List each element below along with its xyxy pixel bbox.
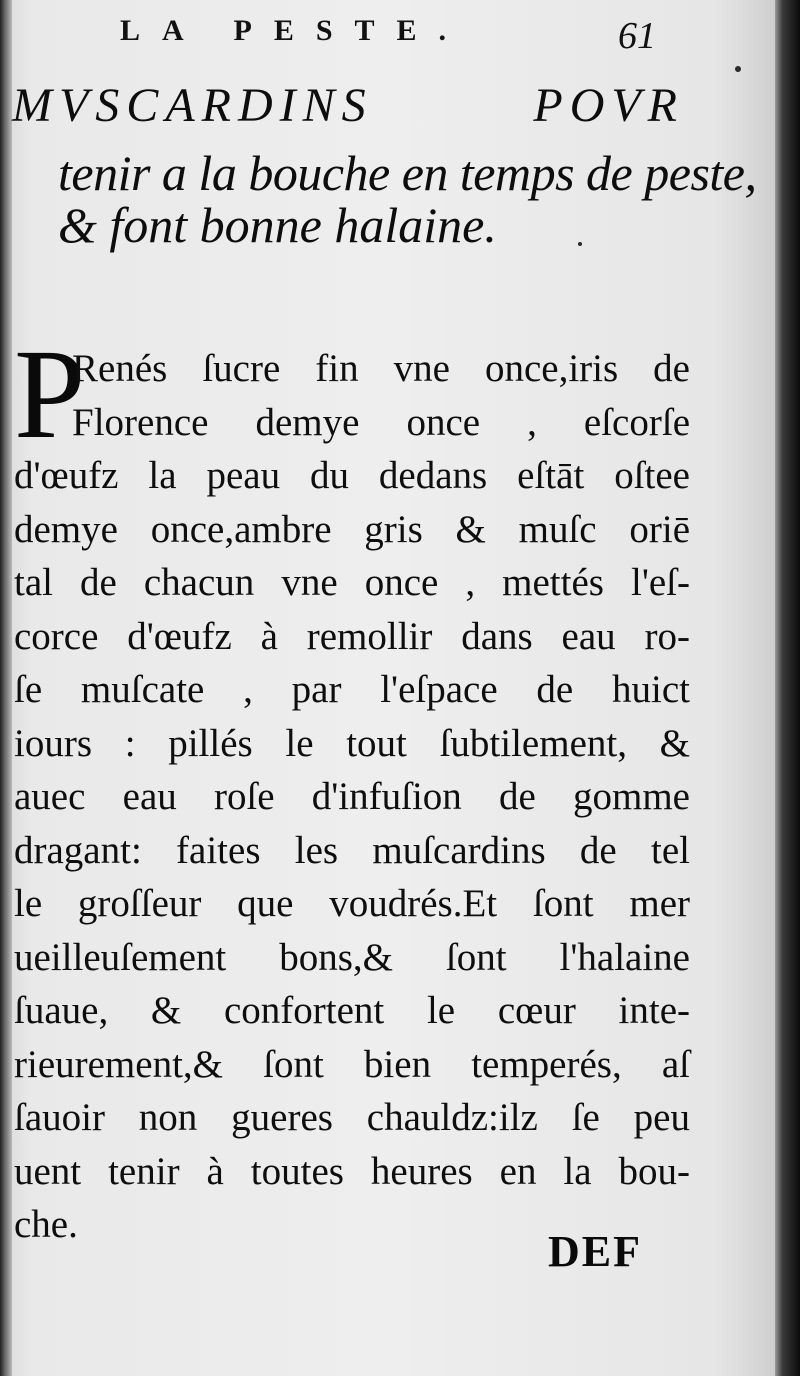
body-line: ſauoir non gueres chauldz:ilz ſe peu <box>14 1096 690 1139</box>
body-line: ueilleuſement bons,& ſont l'halaine <box>14 935 690 979</box>
body-line: ſe muſcate , par l'eſpace de huict <box>14 668 690 711</box>
page-gutter-shadow <box>0 0 12 1376</box>
running-head: LA PESTE. <box>120 14 469 47</box>
recipe-body-text <box>14 342 690 1252</box>
body-line: dragant: faites les muſcardins de tel <box>14 828 690 872</box>
body-line: che. <box>14 1203 78 1246</box>
page-number: 61 <box>618 15 656 57</box>
recipe-title-word-pour: POVR <box>533 79 684 132</box>
body-line: le groſſeur que voudrés.Et ſont mer <box>14 882 690 925</box>
ink-speck <box>735 66 741 72</box>
recipe-title-line-2: tenir a la bouche en temps de peste, <box>58 145 757 201</box>
recipe-title-line-3: & font bonne halaine. <box>58 197 497 253</box>
body-line: iours : pillés le tout ſubtilement, & <box>14 721 690 765</box>
drop-cap-initial: P <box>14 323 86 465</box>
body-line: ſuaue, & confortent le cœur inte- <box>14 989 690 1032</box>
body-line: demye once,ambre gris & muſc oriē <box>14 507 690 551</box>
body-line: Florence demye once , eſcorſe <box>72 400 690 444</box>
body-line: Renés ſucre fin vne once,iris de <box>72 347 690 390</box>
body-line: tal de chacun vne once , mettés l'eſ- <box>14 561 690 604</box>
page-edge-shadow <box>775 0 800 1376</box>
body-line: rieurement,& ſont bien temperés, aſ <box>14 1042 690 1086</box>
catchword: DEF <box>548 1227 642 1276</box>
ink-speck <box>578 242 582 246</box>
recipe-title-line-1 <box>12 78 684 133</box>
body-line: auec eau roſe d'infuſion de gomme <box>14 775 690 818</box>
body-line: corce d'œufz à remollir dans eau ro- <box>14 614 690 658</box>
body-line: uent tenir à toutes heures en la bou- <box>14 1149 690 1193</box>
recipe-title-word-muscardins: MVSCARDINS <box>12 79 373 132</box>
body-line: d'œufz la peau du dedans eſtāt oſtee <box>14 454 690 497</box>
